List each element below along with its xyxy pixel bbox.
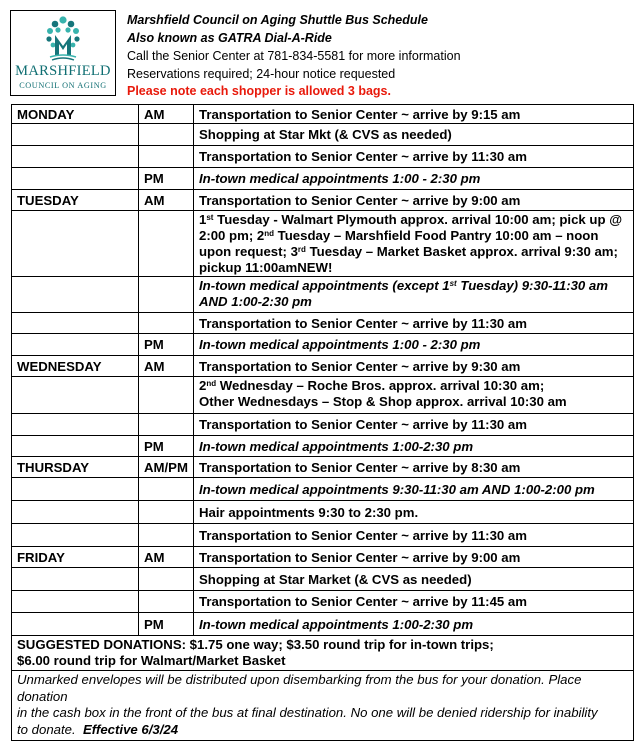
footer-line-4: [17, 722, 628, 739]
effective-date: Effective 6/3/24: [83, 721, 179, 737]
period-cell: PM: [139, 334, 194, 356]
schedule-row: [12, 436, 634, 457]
period-cell: [139, 524, 194, 547]
day-cell: [12, 377, 139, 414]
period-cell: [139, 414, 194, 436]
day-cell: [12, 613, 139, 636]
description-cell: Transportation to Senior Center ~ arrive by 11:30 am: [194, 146, 634, 168]
description-text: 2: [199, 378, 207, 393]
schedule-row: [12, 190, 634, 211]
schedule-row: [12, 478, 634, 501]
schedule-row: [12, 277, 634, 313]
day-cell: [12, 334, 139, 356]
period-cell: AM: [139, 105, 194, 124]
period-cell: PM: [139, 436, 194, 457]
period-cell: PM: [139, 168, 194, 190]
description-cell: In-town medical appointments 1:00-2:30 pm: [194, 613, 634, 636]
schedule-row: [12, 524, 634, 547]
description-cell: [194, 377, 634, 414]
donations-line-1: SUGGESTED DONATIONS: $1.75 one way; $3.50 round trip for in-town trips;: [17, 637, 494, 652]
schedule-title: Marshfield Council on Aging Shuttle Bus Schedule: [127, 13, 428, 27]
period-cell: [139, 313, 194, 334]
contact-line: Call the Senior Center at 781-834-5581 for more information: [127, 49, 461, 63]
description-cell: In-town medical appointments 1:00 - 2:30 pm: [194, 334, 634, 356]
ordinal-suffix: nd: [206, 379, 217, 388]
footer-line-1: Unmarked envelopes will be distributed upon disembarking from the bus for your donation. Place: [17, 672, 582, 687]
description-text: Other Wednesdays – Stop & Shop approx. arrival 10:30 am: [199, 394, 567, 409]
schedule-row: [12, 377, 634, 414]
ordinal-suffix: st: [449, 279, 457, 288]
day-cell: [12, 524, 139, 547]
schedule-table: [11, 104, 634, 741]
schedule-row: [12, 105, 634, 124]
schedule-row: [12, 356, 634, 377]
period-cell: [139, 277, 194, 313]
description-cell: In-town medical appointments 9:30-11:30 am AND 1:00-2:00 pm: [194, 478, 634, 501]
description-cell: Transportation to Senior Center ~ arrive by 8:30 am: [194, 457, 634, 478]
day-cell: [12, 124, 139, 146]
footer-line-2: donation: [17, 688, 68, 704]
period-cell: [139, 478, 194, 501]
period-cell: AM: [139, 356, 194, 377]
day-cell: THURSDAY: [12, 457, 139, 478]
footer-row: [12, 671, 634, 741]
period-cell: [139, 211, 194, 277]
donations-line-2: $6.00 round trip for Walmart/Market Basket: [17, 653, 286, 668]
schedule-row: [12, 414, 634, 436]
bags-warning: Please note each shopper is allowed 3 bags.: [127, 84, 391, 98]
description-cell: Transportation to Senior Center ~ arrive by 11:30 am: [194, 414, 634, 436]
schedule-row: [12, 591, 634, 613]
day-cell: [12, 414, 139, 436]
period-cell: [139, 591, 194, 613]
description-cell: Transportation to Senior Center ~ arrive by 9:00 am: [194, 547, 634, 568]
period-cell: AM/PM: [139, 457, 194, 478]
reservation-line: Reservations required; 24-hour notice requested: [127, 67, 396, 81]
description-text: 1: [199, 212, 207, 227]
schedule-row: [12, 501, 634, 524]
day-cell: FRIDAY: [12, 547, 139, 568]
description-cell: Transportation to Senior Center ~ arrive by 11:30 am: [194, 313, 634, 334]
description-cell: Transportation to Senior Center ~ arrive by 9:00 am: [194, 190, 634, 211]
day-cell: [12, 277, 139, 313]
schedule-row: [12, 547, 634, 568]
description-cell: In-town medical appointments 1:00-2:30 pm: [194, 436, 634, 457]
period-cell: [139, 568, 194, 591]
day-cell: MONDAY: [12, 105, 139, 124]
schedule-row: [12, 124, 634, 146]
period-cell: AM: [139, 547, 194, 568]
donations-row: [12, 636, 634, 671]
period-cell: [139, 124, 194, 146]
description-cell: Hair appointments 9:30 to 2:30 pm.: [194, 501, 634, 524]
schedule-row: [12, 168, 634, 190]
description-text: Tuesday) 9:30-11:30 am AND 1:00-2:30 pm: [199, 278, 608, 309]
description-text: In-town medical appointments (except 1: [199, 278, 450, 293]
day-cell: TUESDAY: [12, 190, 139, 211]
day-cell: [12, 436, 139, 457]
logo-name: MARSHFIELD: [15, 63, 111, 79]
schedule-row: [12, 457, 634, 478]
day-cell: [12, 568, 139, 591]
period-cell: PM: [139, 613, 194, 636]
schedule-row: [12, 613, 634, 636]
schedule-row: [12, 211, 634, 277]
footer-line-4-text: to donate.: [17, 721, 76, 737]
schedule-row: [12, 568, 634, 591]
day-cell: [12, 168, 139, 190]
description-text: Tuesday - Walmart Plymouth approx. arrival 10:00 am; pick up @ 2:00 pm; 2: [199, 212, 623, 243]
logo-subtitle: COUNCIL ON AGING: [19, 81, 107, 90]
tree-icon: [46, 15, 80, 61]
description-cell: Shopping at Star Mkt (& CVS as needed): [194, 124, 634, 146]
period-cell: AM: [139, 190, 194, 211]
day-cell: [12, 313, 139, 334]
council-logo: [10, 10, 116, 96]
day-cell: [12, 211, 139, 277]
description-text: Tuesday – Marshfield Food Pantry 10:00 am – noon upon request; 3: [199, 228, 599, 259]
description-cell: Transportation to Senior Center ~ arrive by 9:30 am: [194, 356, 634, 377]
ordinal-suffix: nd: [264, 229, 275, 238]
description-text: Wednesday – Roche Bros. approx. arrival 10:30 am;: [216, 378, 545, 393]
description-cell: Shopping at Star Market (& CVS as needed): [194, 568, 634, 591]
description-cell: In-town medical appointments 1:00 - 2:30 pm: [194, 168, 634, 190]
period-cell: [139, 501, 194, 524]
schedule-row: [12, 313, 634, 334]
description-cell: Transportation to Senior Center ~ arrive by 11:30 am: [194, 524, 634, 547]
description-cell: [194, 211, 634, 277]
day-cell: [12, 591, 139, 613]
day-cell: WEDNESDAY: [12, 356, 139, 377]
ordinal-suffix: rd: [297, 245, 306, 254]
ordinal-suffix: st: [206, 213, 214, 222]
footer-line-3: in the cash box in the front of the bus at final destination. No one will be denied ridership for inability: [17, 705, 598, 720]
description-cell: Transportation to Senior Center ~ arrive by 11:45 am: [194, 591, 634, 613]
period-cell: [139, 377, 194, 414]
day-cell: [12, 146, 139, 168]
description-cell: Transportation to Senior Center ~ arrive by 9:15 am: [194, 105, 634, 124]
description-text: Tuesday – Market Basket approx. arrival 9:30 am; pickup 11:00amNEW!: [199, 244, 618, 275]
period-cell: [139, 146, 194, 168]
aka-line: Also known as GATRA Dial-A-Ride: [127, 31, 332, 45]
schedule-row: [12, 334, 634, 356]
description-cell: [194, 277, 634, 313]
schedule-row: [12, 146, 634, 168]
day-cell: [12, 478, 139, 501]
day-cell: [12, 501, 139, 524]
